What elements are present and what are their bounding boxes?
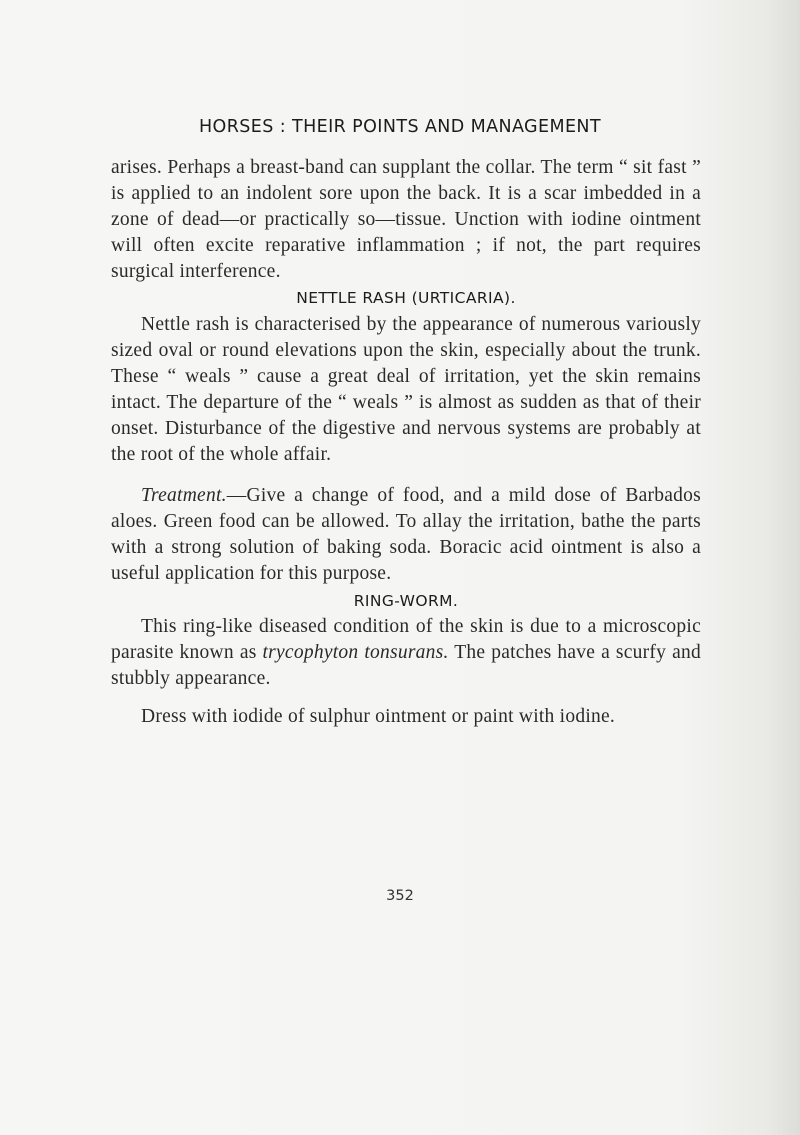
- paragraph-ring-worm: [111, 614, 701, 692]
- heading-ring-worm: RING-WORM.: [353, 591, 459, 610]
- paragraph-nettle-rash: Nettle rash is characterised by the appearance of numerous variously sized oval or round elevations upon the skin, especially about the trunk. These “ weals ” cause a great deal of irritation, yet the skin remains intact. The departure of the “ weals ” is almost as sudden as that of their onset. Disturbance of the digestive and nervous systems are probably at the root of the whole affair.: [111, 313, 701, 466]
- ring-worm-text-start: This ring-like diseased condition of the skin is due to a microscopic parasite known as: [111, 615, 701, 663]
- paragraph-treatment: [111, 483, 701, 587]
- parasite-name: trycophyton tonsurans.: [262, 641, 449, 663]
- paragraph-collar: arises. Perhaps a breast-band can supplant the collar. The term “ sit fast ” is applied to an indolent sore upon the back. It is a scar imbedded in a zone of dead—or practically so—tissue. Unction with iodine ointment will often excite reparative inflammation ; if not, the part requires surgical interference.: [111, 157, 701, 283]
- paragraph-gap: [111, 468, 701, 483]
- paragraph-gap: [111, 692, 701, 704]
- treatment-text: —Give a change of food, and a mild dose of Barbados aloes. Green food can be allowed. To allay the irritation, bathe the parts with a strong solution of baking soda. Boracic acid ointment is also a useful application for this purpose.: [111, 485, 701, 585]
- body-text: [111, 155, 701, 730]
- page-number: 352: [386, 888, 414, 904]
- treatment-label: Treatment.: [141, 485, 227, 507]
- paragraph-dressing: Dress with iodide of sulphur ointment or paint with iodine.: [141, 705, 616, 727]
- ring-worm-text-end: The patches have a scurfy and stubbly appearance.: [111, 641, 701, 689]
- heading-nettle-rash: NETTLE RASH (URTICARIA).: [296, 289, 516, 308]
- running-head: HORSES : THEIR POINTS AND MANAGEMENT: [199, 117, 601, 137]
